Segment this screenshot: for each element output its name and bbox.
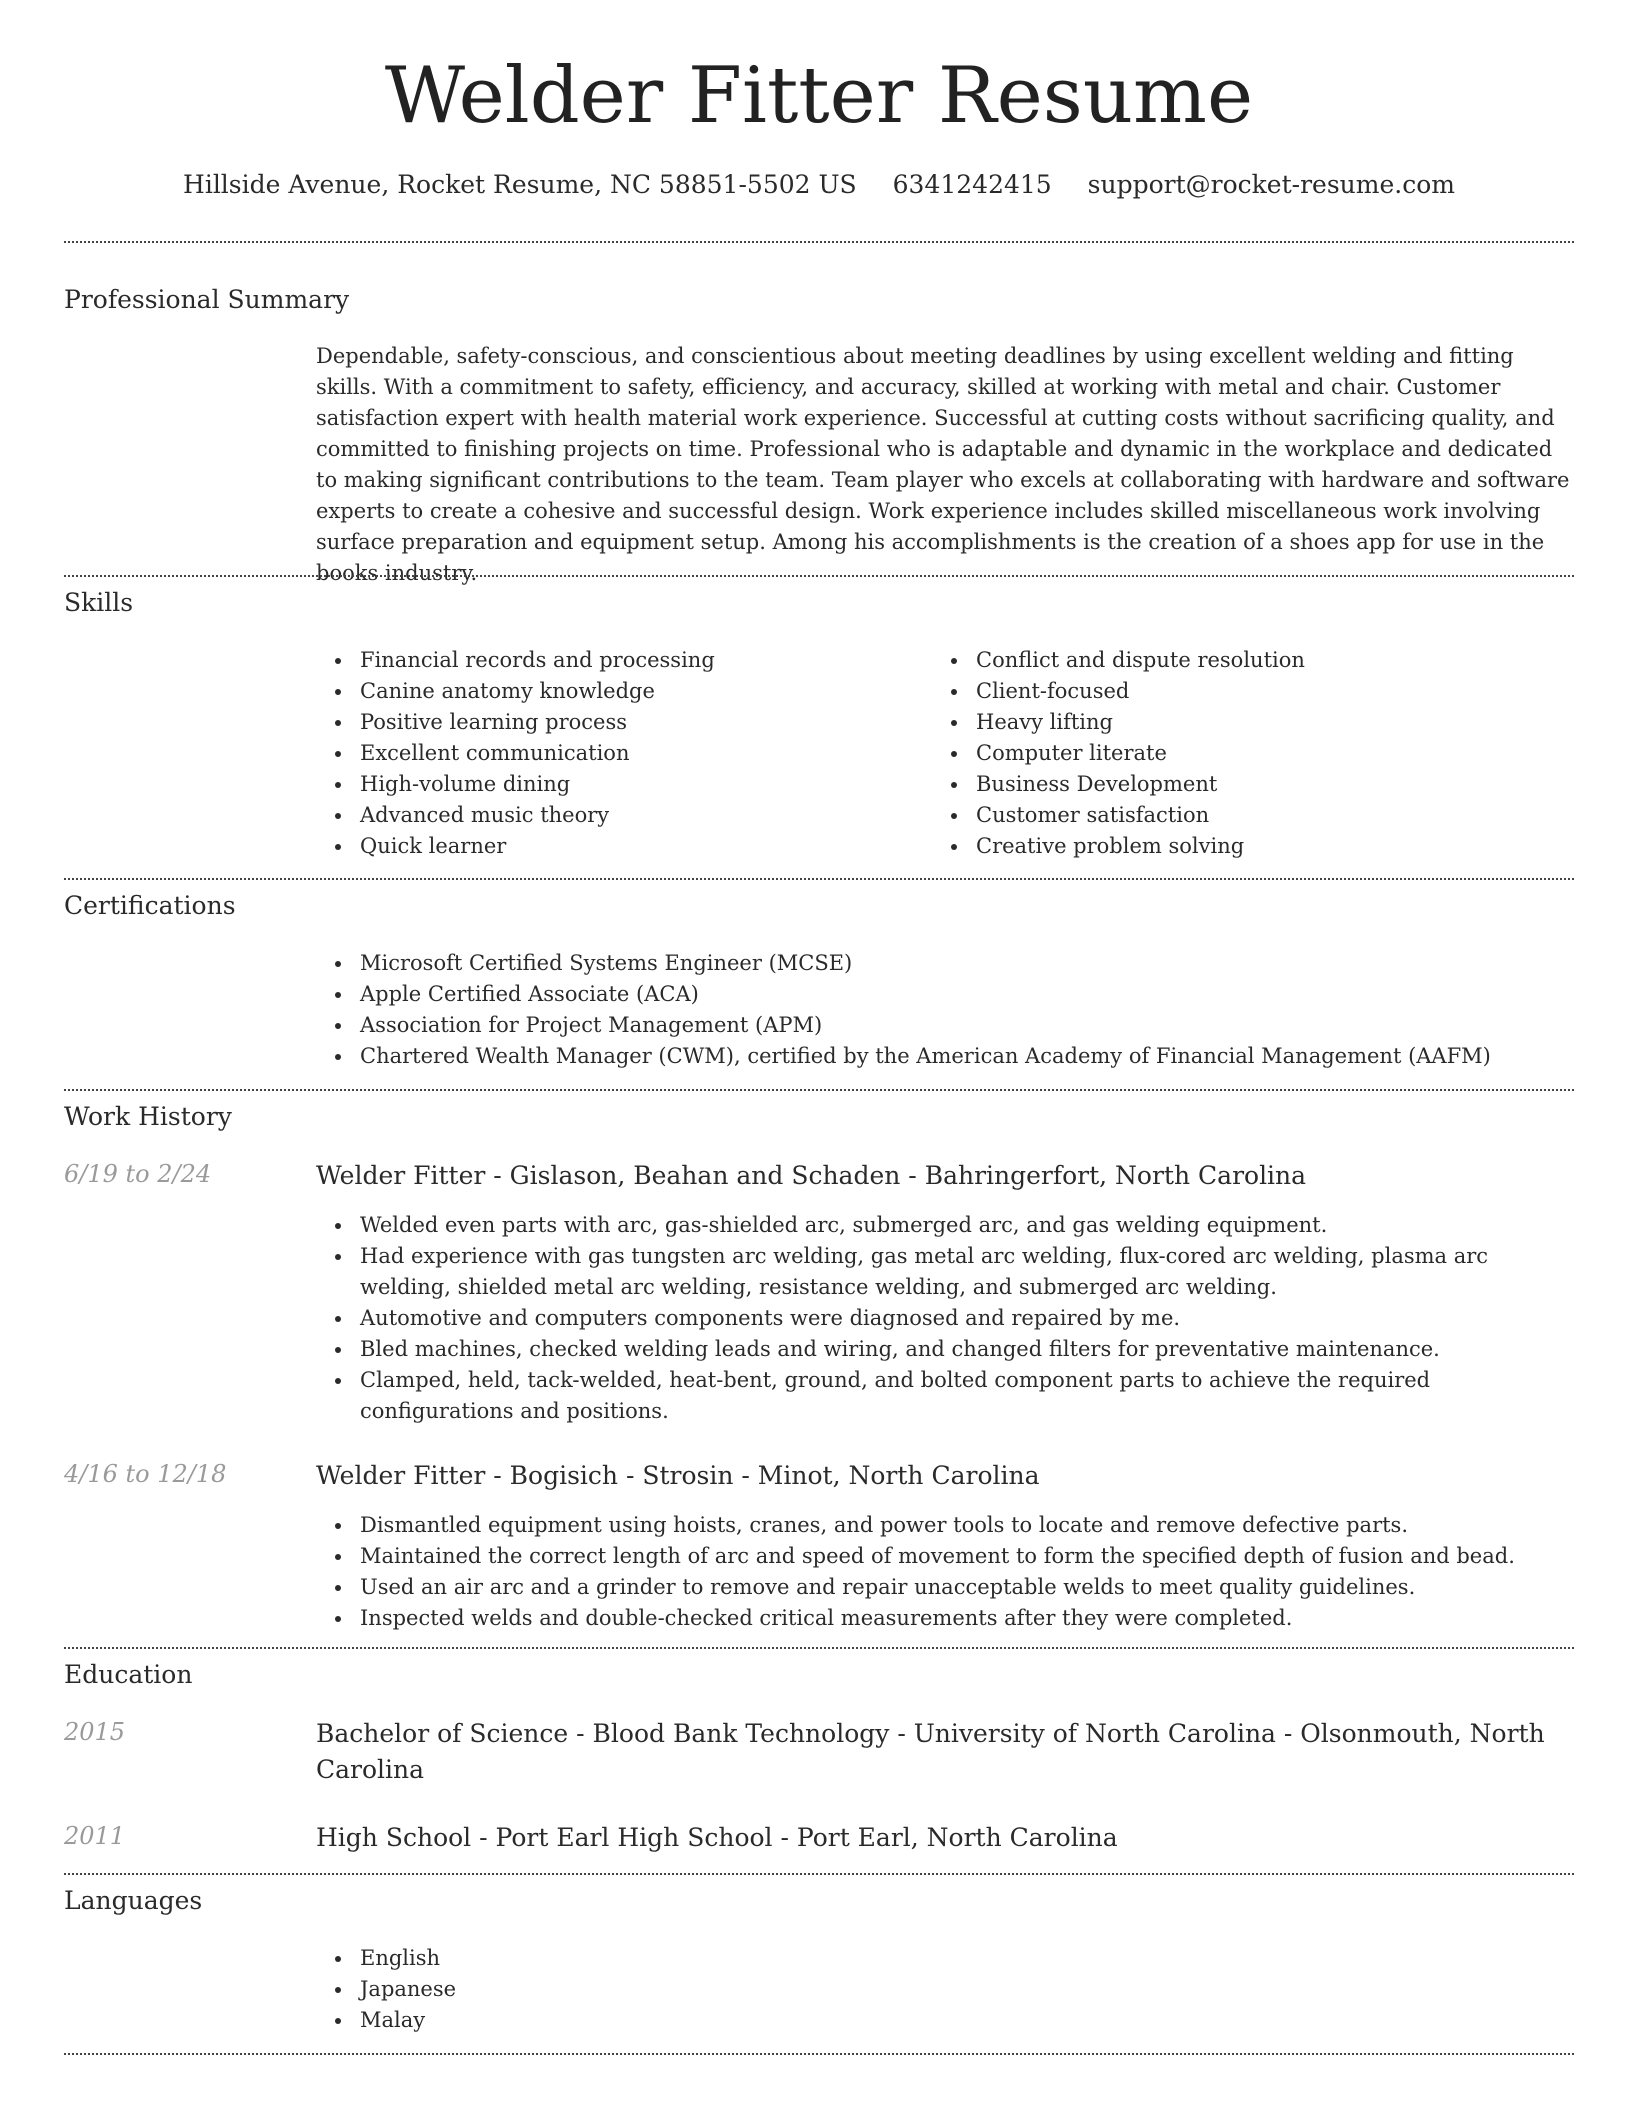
resume-title: Welder Fitter Resume [384, 51, 1254, 141]
skill-item: Business Development [932, 769, 1572, 800]
education-year: 2011 [64, 1822, 126, 1850]
divider [64, 1647, 1574, 1649]
skills-list-right [932, 645, 1572, 862]
skills-heading: Skills [64, 588, 134, 617]
job-title: Welder Fitter - Gislason, Beahan and Schaden - Bahringerfort, North Carolina [316, 1161, 1307, 1190]
certification-item: Chartered Wealth Manager (CWM), certified by the American Academy of Financial Management (AAFM) [316, 1041, 1574, 1072]
divider [64, 2053, 1574, 2055]
education-heading: Education [64, 1660, 193, 1689]
skill-item: High-volume dining [316, 769, 916, 800]
certification-item: Apple Certified Associate (ACA) [316, 979, 1574, 1010]
skill-item: Computer literate [932, 738, 1572, 769]
job-title: Welder Fitter - Bogisich - Strosin - Minot, North Carolina [316, 1461, 1040, 1490]
certifications-heading: Certifications [64, 891, 236, 920]
skill-item: Advanced music theory [316, 800, 916, 831]
job-bullets [316, 1510, 1574, 1634]
skill-item: Customer satisfaction [932, 800, 1572, 831]
job-bullet: Clamped, held, tack-welded, heat-bent, ground, and bolted component parts to achieve the required configurations and positions. [316, 1365, 1574, 1427]
job-bullet: Dismantled equipment using hoists, cranes, and power tools to locate and remove defective parts. [316, 1510, 1574, 1541]
language-item: Malay [316, 2005, 1574, 2036]
skill-item: Client-focused [932, 676, 1572, 707]
job-bullet: Maintained the correct length of arc and speed of movement to form the specified depth of fusion and bead. [316, 1541, 1574, 1572]
divider [64, 1873, 1574, 1875]
skill-item: Positive learning process [316, 707, 916, 738]
skill-item: Excellent communication [316, 738, 916, 769]
job-bullet: Bled machines, checked welding leads and wiring, and changed filters for preventative maintenance. [316, 1334, 1574, 1365]
job-bullet: Used an air arc and a grinder to remove and repair unacceptable welds to meet quality guidelines. [316, 1572, 1574, 1603]
contact-line [64, 170, 1574, 199]
skill-item: Creative problem solving [932, 831, 1572, 862]
certifications-list [316, 948, 1574, 1072]
skill-item: Canine anatomy knowledge [316, 676, 916, 707]
job-bullet: Inspected welds and double-checked critical measurements after they were completed. [316, 1603, 1574, 1634]
work-heading: Work History [64, 1102, 232, 1131]
divider [64, 878, 1574, 880]
divider [64, 1089, 1574, 1091]
skills-list-left [316, 645, 916, 862]
contact-email: support@rocket-resume.com [1087, 170, 1455, 199]
summary-text: Dependable, safety-conscious, and conscientious about meeting deadlines by using excellent welding and fitting skills. With a commitment to safety, efficiency, and accuracy, skilled at working with metal and chair. Customer satisfaction expert with health material work experience. Successful at cutting costs without sacrificing quality, and committed to finishing projects on time. Professional who is adaptable and dynamic in the workplace and dedicated to making significant contributions to the team. Team player who excels at collaborating with hardware and software experts to create a cohesive and successful design. Work experience includes skilled miscellaneous work involving surface preparation and equipment setup. Among his accomplishments is the creation of a shoes app for use in the books industry. [316, 344, 1570, 585]
languages-list [316, 1943, 1574, 2036]
divider [64, 241, 1574, 243]
job-dates: 4/16 to 12/18 [64, 1460, 227, 1488]
languages-heading: Languages [64, 1886, 203, 1915]
job-dates: 6/19 to 2/24 [64, 1160, 212, 1188]
job-bullets [316, 1210, 1574, 1427]
education-title: Bachelor of Science - Blood Bank Technology - University of North Carolina - Olsonmouth, North Carolina [316, 1719, 1545, 1784]
certification-item: Association for Project Management (APM) [316, 1010, 1574, 1041]
skill-item: Conflict and dispute resolution [932, 645, 1572, 676]
education-year: 2015 [64, 1718, 126, 1746]
skill-item: Financial records and processing [316, 645, 916, 676]
divider [64, 575, 1574, 577]
contact-phone: 6341242415 [892, 170, 1052, 199]
job-bullet: Welded even parts with arc, gas-shielded arc, submerged arc, and gas welding equipment. [316, 1210, 1574, 1241]
job-bullet: Automotive and computers components were diagnosed and repaired by me. [316, 1303, 1574, 1334]
certification-item: Microsoft Certified Systems Engineer (MCSE) [316, 948, 1574, 979]
contact-address: Hillside Avenue, Rocket Resume, NC 58851-5502 US [183, 170, 857, 199]
language-item: English [316, 1943, 1574, 1974]
skill-item: Heavy lifting [932, 707, 1572, 738]
education-title: High School - Port Earl High School - Port Earl, North Carolina [316, 1823, 1118, 1852]
language-item: Japanese [316, 1974, 1574, 2005]
skill-item: Quick learner [316, 831, 916, 862]
job-bullet: Had experience with gas tungsten arc welding, gas metal arc welding, flux-cored arc welding, plasma arc welding, shielded metal arc welding, resistance welding, and submerged arc welding. [316, 1241, 1574, 1303]
summary-heading: Professional Summary [64, 285, 350, 314]
